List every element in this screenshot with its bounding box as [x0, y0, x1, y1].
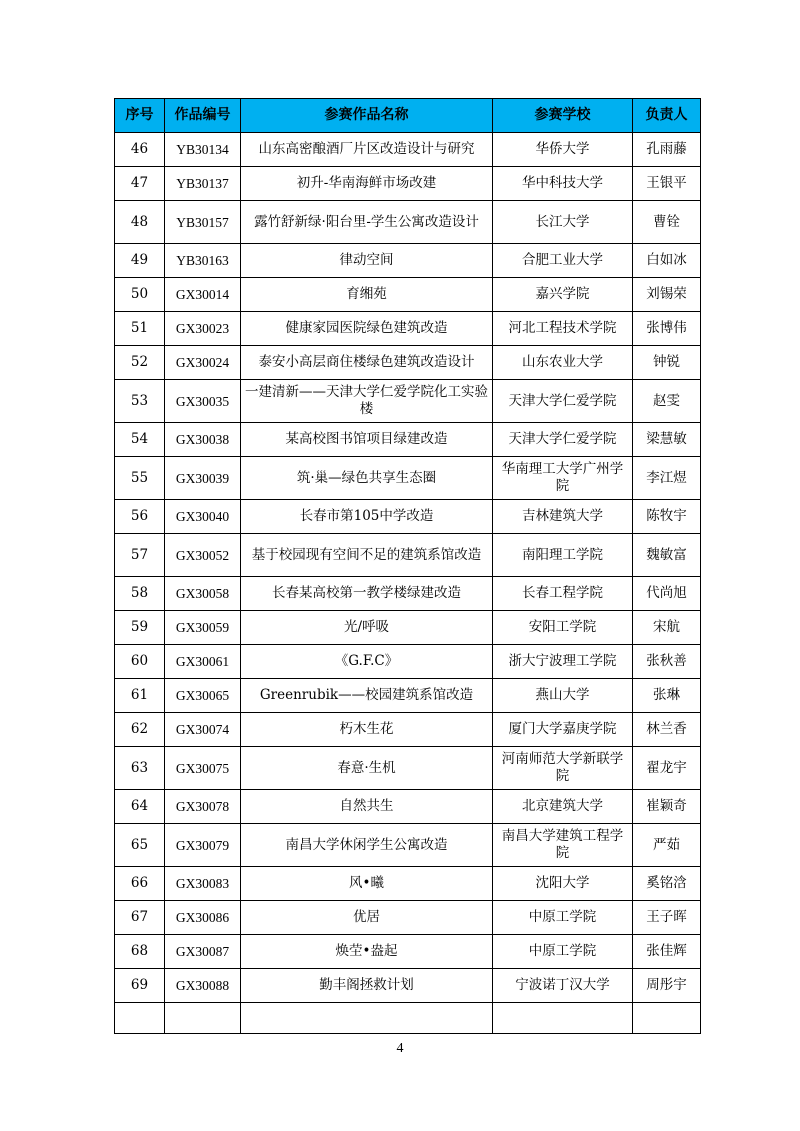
cell-code: GX30052: [165, 534, 241, 577]
table-row: [115, 346, 701, 380]
cell-name: 长春市第105中学改造: [241, 500, 493, 534]
cell-code: GX30083: [165, 867, 241, 901]
cell-code: YB30163: [165, 244, 241, 278]
cell-school: 宁波诺丁汉大学: [493, 969, 633, 1003]
table-row: [115, 790, 701, 824]
cell-school: 合肥工业大学: [493, 244, 633, 278]
cell-school: 长春工程学院: [493, 577, 633, 611]
cell-seq: 46: [115, 133, 165, 167]
cell-leader: 孔雨藤: [633, 133, 701, 167]
cell-leader: 张佳辉: [633, 935, 701, 969]
cell-seq: 58: [115, 577, 165, 611]
cell-seq: 56: [115, 500, 165, 534]
header-name: 参赛作品名称: [241, 99, 493, 133]
cell-code: GX30078: [165, 790, 241, 824]
cell-school: 华中科技大学: [493, 167, 633, 201]
cell-leader: 翟龙宇: [633, 747, 701, 790]
table-row: [115, 244, 701, 278]
header-seq: 序号: [115, 99, 165, 133]
cell-code: GX30075: [165, 747, 241, 790]
cell-leader: 周彤宇: [633, 969, 701, 1003]
cell-school: 中原工学院: [493, 901, 633, 935]
table-row: [115, 423, 701, 457]
cell-name: 露竹舒新绿·阳台里-学生公寓改造设计: [241, 201, 493, 244]
cell-code: GX30058: [165, 577, 241, 611]
cell-code: YB30137: [165, 167, 241, 201]
cell-name: 山东高密酿酒厂片区改造设计与研究: [241, 133, 493, 167]
cell-name: 南昌大学休闲学生公寓改造: [241, 824, 493, 867]
cell-seq: 67: [115, 901, 165, 935]
cell-seq: 57: [115, 534, 165, 577]
table-row: [115, 380, 701, 423]
cell-seq: 47: [115, 167, 165, 201]
cell-seq: 60: [115, 645, 165, 679]
table-row: [115, 278, 701, 312]
empty-cell: [115, 1003, 165, 1034]
cell-school: 长江大学: [493, 201, 633, 244]
cell-code: GX30035: [165, 380, 241, 423]
cell-school: 厦门大学嘉庚学院: [493, 713, 633, 747]
cell-code: GX30038: [165, 423, 241, 457]
cell-seq: 66: [115, 867, 165, 901]
cell-code: GX30014: [165, 278, 241, 312]
table-row: [115, 824, 701, 867]
cell-seq: 55: [115, 457, 165, 500]
cell-name: 勤丰阁拯救计划: [241, 969, 493, 1003]
cell-leader: 宋航: [633, 611, 701, 645]
cell-school: 中原工学院: [493, 935, 633, 969]
cell-school: 燕山大学: [493, 679, 633, 713]
cell-name: 长春某高校第一教学楼绿建改造: [241, 577, 493, 611]
cell-code: GX30040: [165, 500, 241, 534]
page-number: 4: [396, 1041, 404, 1056]
cell-code: GX30061: [165, 645, 241, 679]
cell-leader: 严茹: [633, 824, 701, 867]
cell-leader: 钟锐: [633, 346, 701, 380]
cell-seq: 65: [115, 824, 165, 867]
empty-cell: [241, 1003, 493, 1034]
cell-leader: 王子晖: [633, 901, 701, 935]
header-leader: 负责人: [633, 99, 701, 133]
cell-name: 某高校图书馆项目绿建改造: [241, 423, 493, 457]
cell-name: 筑·巢—绿色共享生态圈: [241, 457, 493, 500]
cell-leader: 张琳: [633, 679, 701, 713]
cell-name: 自然共生: [241, 790, 493, 824]
cell-name: 优居: [241, 901, 493, 935]
cell-code: GX30024: [165, 346, 241, 380]
cell-code: YB30157: [165, 201, 241, 244]
header-code: 作品编号: [165, 99, 241, 133]
cell-leader: 刘锡荣: [633, 278, 701, 312]
cell-name: 初升-华南海鲜市场改建: [241, 167, 493, 201]
cell-name: 基于校园现有空间不足的建筑系馆改造: [241, 534, 493, 577]
cell-leader: 魏敏富: [633, 534, 701, 577]
cell-name: 健康家园医院绿色建筑改造: [241, 312, 493, 346]
cell-school: 南昌大学建筑工程学院: [493, 824, 633, 867]
cell-code: GX30087: [165, 935, 241, 969]
header-school: 参赛学校: [493, 99, 633, 133]
table-row: [115, 577, 701, 611]
table-row: [115, 713, 701, 747]
table-row: [115, 901, 701, 935]
cell-seq: 51: [115, 312, 165, 346]
cell-code: GX30039: [165, 457, 241, 500]
cell-name: 风•曦: [241, 867, 493, 901]
cell-code: GX30074: [165, 713, 241, 747]
cell-leader: 陈牧宇: [633, 500, 701, 534]
table-row: [115, 679, 701, 713]
table-row: [115, 201, 701, 244]
cell-code: GX30065: [165, 679, 241, 713]
cell-name: Greenrubik——校园建筑系馆改造: [241, 679, 493, 713]
cell-school: 浙大宁波理工学院: [493, 645, 633, 679]
cell-school: 北京建筑大学: [493, 790, 633, 824]
table-row: [115, 167, 701, 201]
cell-code: GX30023: [165, 312, 241, 346]
cell-leader: 王银平: [633, 167, 701, 201]
cell-seq: 64: [115, 790, 165, 824]
cell-leader: 张博伟: [633, 312, 701, 346]
cell-leader: 张秋善: [633, 645, 701, 679]
cell-school: 河北工程技术学院: [493, 312, 633, 346]
cell-name: 焕茔•盎起: [241, 935, 493, 969]
cell-code: YB30134: [165, 133, 241, 167]
cell-seq: 48: [115, 201, 165, 244]
cell-school: 天津大学仁爱学院: [493, 423, 633, 457]
cell-school: 嘉兴学院: [493, 278, 633, 312]
cell-school: 安阳工学院: [493, 611, 633, 645]
cell-name: 《G.F.C》: [241, 645, 493, 679]
empty-cell: [493, 1003, 633, 1034]
cell-leader: 林兰香: [633, 713, 701, 747]
cell-school: 华南理工大学广州学院: [493, 457, 633, 500]
cell-seq: 49: [115, 244, 165, 278]
table-header-row: [115, 99, 701, 133]
table-row: [115, 457, 701, 500]
table-row: [115, 312, 701, 346]
entries-table: [114, 98, 701, 1034]
cell-leader: 赵雯: [633, 380, 701, 423]
cell-code: GX30059: [165, 611, 241, 645]
cell-leader: 李江煜: [633, 457, 701, 500]
table-row: [115, 747, 701, 790]
cell-school: 河南师范大学新联学院: [493, 747, 633, 790]
cell-name: 泰安小高层商住楼绿色建筑改造设计: [241, 346, 493, 380]
cell-seq: 59: [115, 611, 165, 645]
cell-code: GX30088: [165, 969, 241, 1003]
cell-leader: 梁慧敏: [633, 423, 701, 457]
cell-name: 律动空间: [241, 244, 493, 278]
empty-table-row: [115, 1003, 701, 1034]
cell-code: GX30079: [165, 824, 241, 867]
cell-school: 华侨大学: [493, 133, 633, 167]
cell-school: 山东农业大学: [493, 346, 633, 380]
cell-name: 春意·生机: [241, 747, 493, 790]
cell-seq: 62: [115, 713, 165, 747]
cell-school: 吉林建筑大学: [493, 500, 633, 534]
table-row: [115, 645, 701, 679]
cell-name: 朽木生花: [241, 713, 493, 747]
cell-seq: 54: [115, 423, 165, 457]
cell-school: 南阳理工学院: [493, 534, 633, 577]
empty-cell: [165, 1003, 241, 1034]
table-row: [115, 935, 701, 969]
cell-leader: 代尚旭: [633, 577, 701, 611]
table-row: [115, 969, 701, 1003]
cell-name: 一建清新——天津大学仁爱学院化工实验楼: [241, 380, 493, 423]
cell-leader: 曹铨: [633, 201, 701, 244]
cell-leader: 崔颖奇: [633, 790, 701, 824]
table-row: [115, 534, 701, 577]
cell-seq: 63: [115, 747, 165, 790]
cell-seq: 61: [115, 679, 165, 713]
empty-cell: [633, 1003, 701, 1034]
cell-seq: 50: [115, 278, 165, 312]
table-row: [115, 133, 701, 167]
cell-seq: 52: [115, 346, 165, 380]
cell-seq: 69: [115, 969, 165, 1003]
table-row: [115, 867, 701, 901]
cell-seq: 53: [115, 380, 165, 423]
cell-seq: 68: [115, 935, 165, 969]
cell-code: GX30086: [165, 901, 241, 935]
table-row: [115, 611, 701, 645]
cell-school: 沈阳大学: [493, 867, 633, 901]
cell-school: 天津大学仁爱学院: [493, 380, 633, 423]
table-row: [115, 500, 701, 534]
cell-leader: 白如冰: [633, 244, 701, 278]
cell-name: 光/呼吸: [241, 611, 493, 645]
cell-name: 育缃苑: [241, 278, 493, 312]
cell-leader: 奚铭浛: [633, 867, 701, 901]
